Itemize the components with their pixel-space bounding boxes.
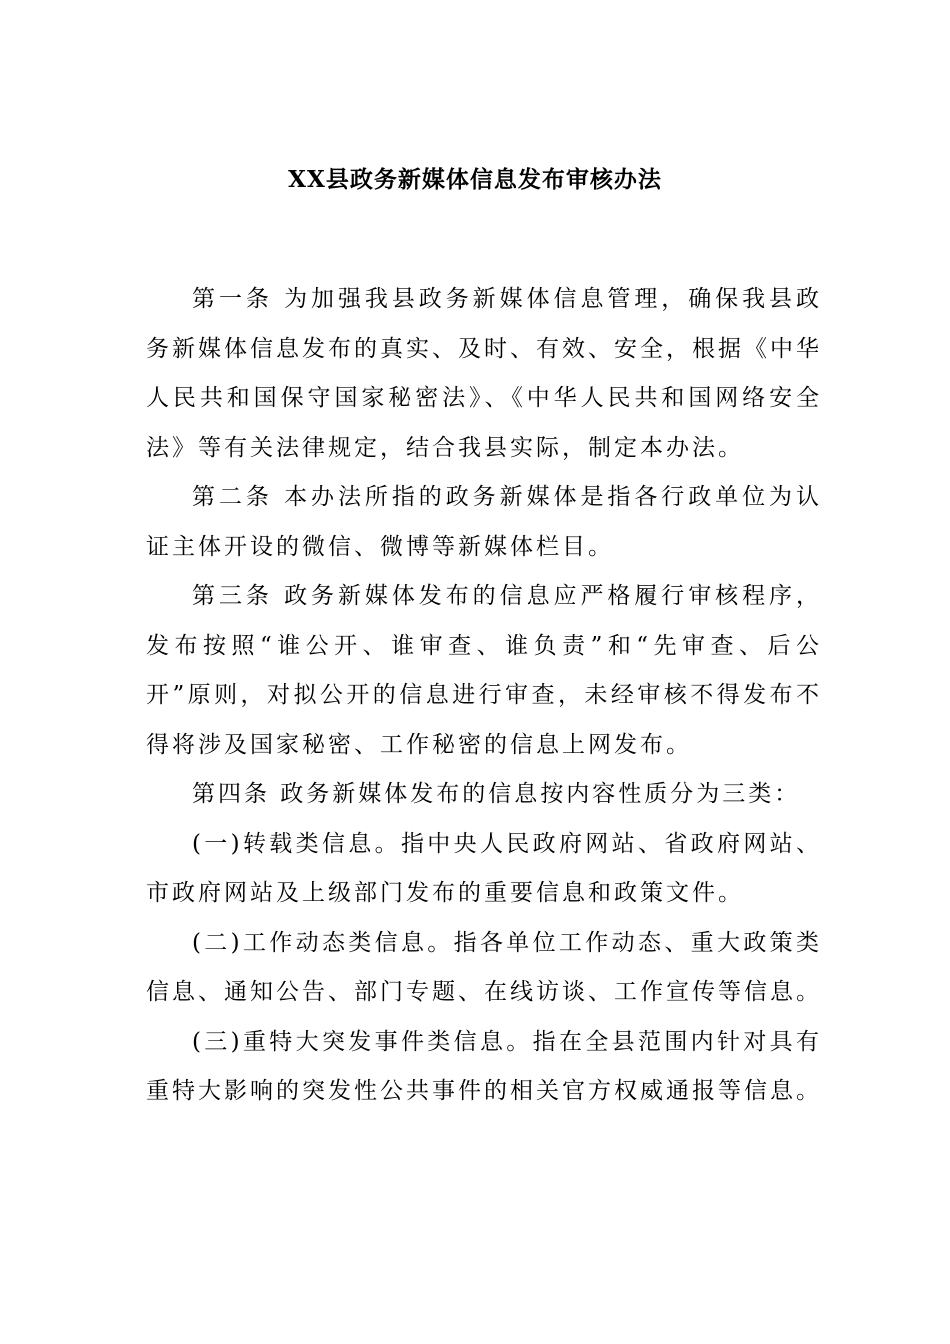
article-4-paragraph: 第四条 政务新媒体发布的信息按内容性质分为三类：: [192, 781, 801, 807]
document-title: XX县政务新媒体信息发布审核办法: [288, 166, 662, 193]
article-1-paragraph: 第一条 为加强我县政务新媒体信息管理，确保我县政务新媒体信息发布的真实、及时、有效、安全，根据《中华人民共和国保守国家秘密法》、《中华人民共和国网络安全法》等有关法律规定，结合我县实际，制定本办法。: [146, 286, 822, 461]
document-body: [146, 275, 822, 1117]
article-2-paragraph: 第二条 本办法所指的政务新媒体是指各行政单位为认证主体开设的微信、微博等新媒体栏目。: [146, 484, 822, 560]
category-1-paragraph: (一)转载类信息。指中央人民政府网站、省政府网站、市政府网站及上级部门发布的重要信息和政策文件。: [146, 830, 822, 906]
category-3-paragraph: (三)重特大突发事件类信息。指在全县范围内针对具有重特大影响的突发性公共事件的相关官方权威通报等信息。: [146, 1028, 822, 1104]
article-3-paragraph: 第三条 政务新媒体发布的信息应严格履行审核程序，发布按照“谁公开、谁审查、谁负责”和“先审查、后公开”原则，对拟公开的信息进行审查，未经审核不得发布不得将涉及国家秘密、工作秘密的信息上网发布。: [146, 583, 822, 758]
category-2-paragraph: (二)工作动态类信息。指各单位工作动态、重大政策类信息、通知公告、部门专题、在线访谈、工作宣传等信息。: [146, 929, 822, 1005]
